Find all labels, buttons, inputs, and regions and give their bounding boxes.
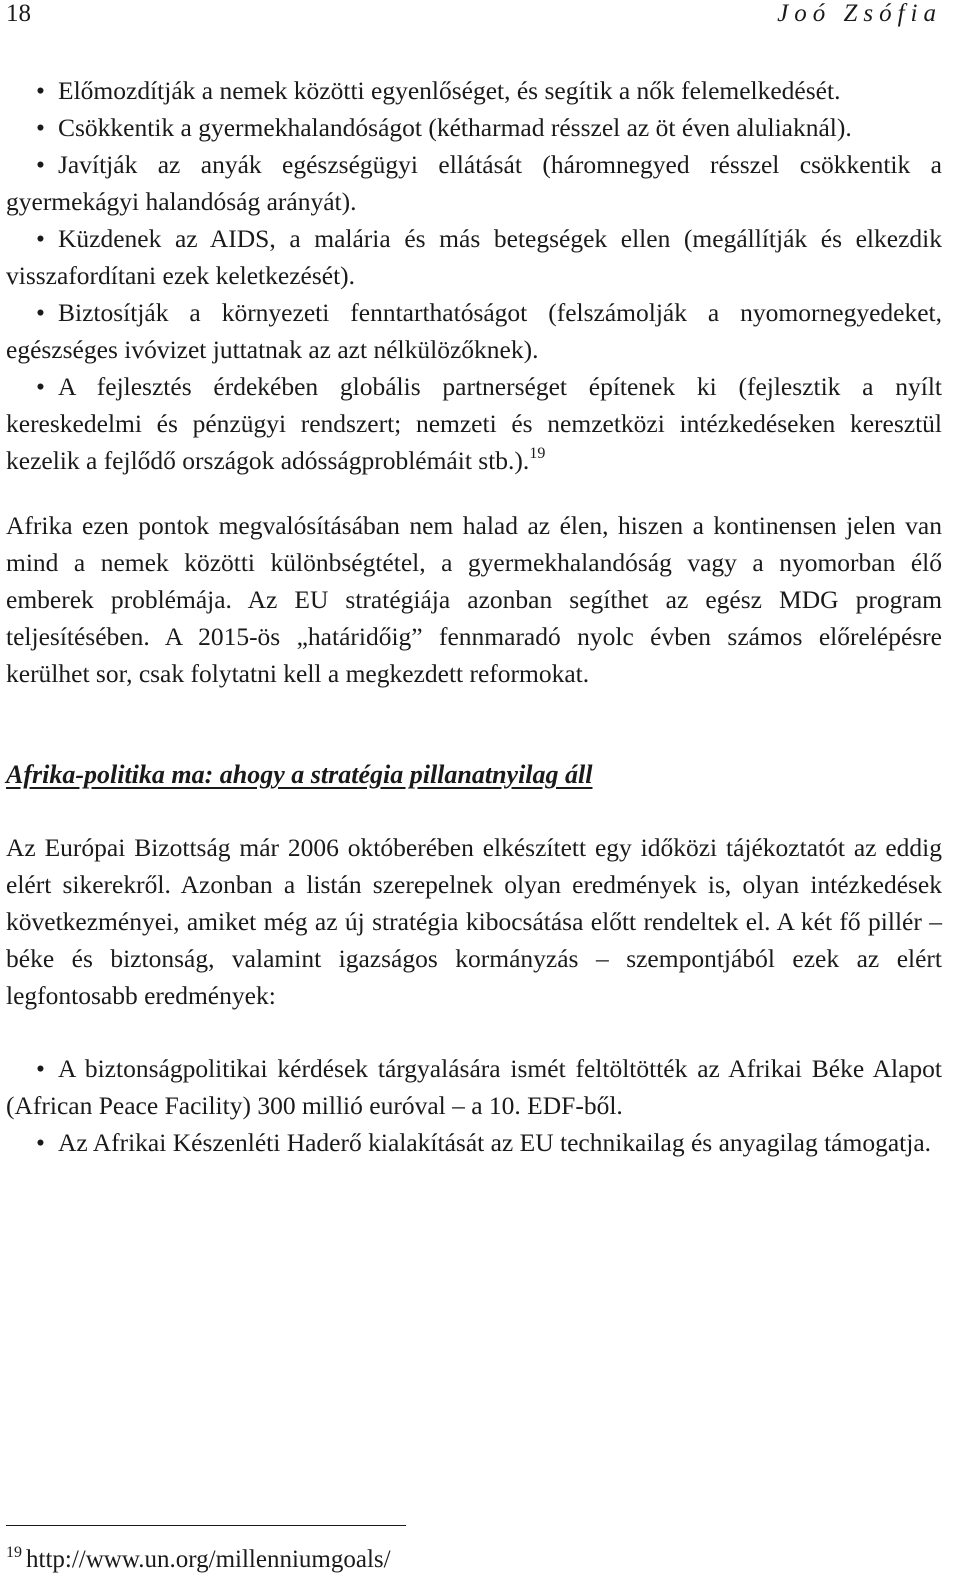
bullet-text: A fejlesztés érdekében globális partnerséget építenek ki (fejlesztik a nyílt kereskedelmi és pénzügyi rendszert; nemzeti és nemzetközi intézkedéseken keresztül kezelik a fejlődő országok adósságproblémáit stb.). (6, 372, 942, 475)
bullet-item (6, 72, 942, 109)
spacer (6, 793, 942, 829)
bullet-dot: • (36, 224, 45, 253)
spacer (6, 692, 942, 756)
bullet-item (6, 220, 942, 294)
document-page (6, 0, 942, 1596)
page-header (6, 0, 942, 30)
bullet-text: Az Afrikai Készenléti Haderő kialakítását az EU technikailag és anyagilag támogatja. (58, 1128, 932, 1157)
bullet-item (6, 1050, 942, 1124)
bullet-text: Küzdenek az AIDS, a malária és más betegségek ellen (megállítják és elkezdik visszafordítani ezek keletkezését). (6, 224, 942, 290)
bullet-text: Javítják az anyák egészségügyi ellátását (háromnegyed résszel csökkentik a gyermekágyi halandóság arányát). (6, 150, 942, 216)
bullet-dot: • (36, 372, 45, 401)
bullet-dot: • (36, 1054, 45, 1083)
bullet-text: A biztonságpolitikai kérdések tárgyalására ismét feltöltötték az Afrikai Béke Alapot (African Peace Facility) 300 millió euróval – a 10. EDF-ből. (6, 1054, 942, 1120)
footnote-link[interactable]: http://www.un.org/millenniumgoals/ (26, 1546, 391, 1573)
section-heading: Afrika-politika ma: ahogy a stratégia pillanatnyilag áll (6, 760, 593, 789)
bullet-item (6, 146, 942, 220)
page-body (6, 72, 942, 1161)
bullet-dot: • (36, 150, 45, 179)
footnote (6, 1545, 391, 1575)
page-number: 18 (6, 0, 31, 27)
footnote-divider (6, 1525, 406, 1526)
bullet-item (6, 109, 942, 146)
bullet-text: Előmozdítják a nemek közötti egyenlőséget, és segítik a nők felemelkedését. (58, 76, 841, 105)
bullet-item (6, 368, 942, 479)
bullet-text: Csökkentik a gyermekhalandóságot (kétharmad résszel az öt éven aluliaknál). (58, 113, 852, 142)
running-head-author: Joó Zsófia (777, 0, 942, 27)
paragraph-africa: Afrika ezen pontok megvalósításában nem halad az élen, hiszen a kontinensen jelen van mind a nemek közötti különbségtétel, a gyermekhalandóság vagy a nyomorban élő emberek problémája. Az EU stratégiája azonban segíthet az egész MDG program teljesítésében. A 2015-ös „határidőig” fennmaradó nyolc évben számos előrelépésre kerülhet sor, csak folytatni kell a megkezdett reformokat. (6, 511, 942, 688)
paragraph-commission: Az Európai Bizottság már 2006 októberében elkészített egy időközi tájékoztatót az eddig elért sikerekről. Azonban a listán szerepelnek olyan eredmények is, olyan intézkedések következményei, amiket még az új stratégia kibocsátása előtt rendeltek el. A két fő pillér – béke és biztonság, valamint igazságos kormányzás – szempontjából ezek az elért legfontosabb eredmények: (6, 833, 942, 1010)
bullet-dot: • (36, 298, 45, 327)
bullet-dot: • (36, 1128, 45, 1157)
spacer (6, 1014, 942, 1050)
footnote-reference[interactable]: 19 (529, 445, 546, 462)
spacer (6, 479, 942, 507)
bullet-dot: • (36, 76, 45, 105)
footnote-number: 19 (6, 1544, 22, 1561)
bullet-dot: • (36, 113, 45, 142)
bullet-item (6, 294, 942, 368)
bullet-item (6, 1124, 942, 1161)
bullet-text: Biztosítják a környezeti fenntarthatóságot (felszámolják a nyomornegyedeket, egészséges ivóvizet juttatnak az azt nélkülözőknek). (6, 298, 942, 364)
